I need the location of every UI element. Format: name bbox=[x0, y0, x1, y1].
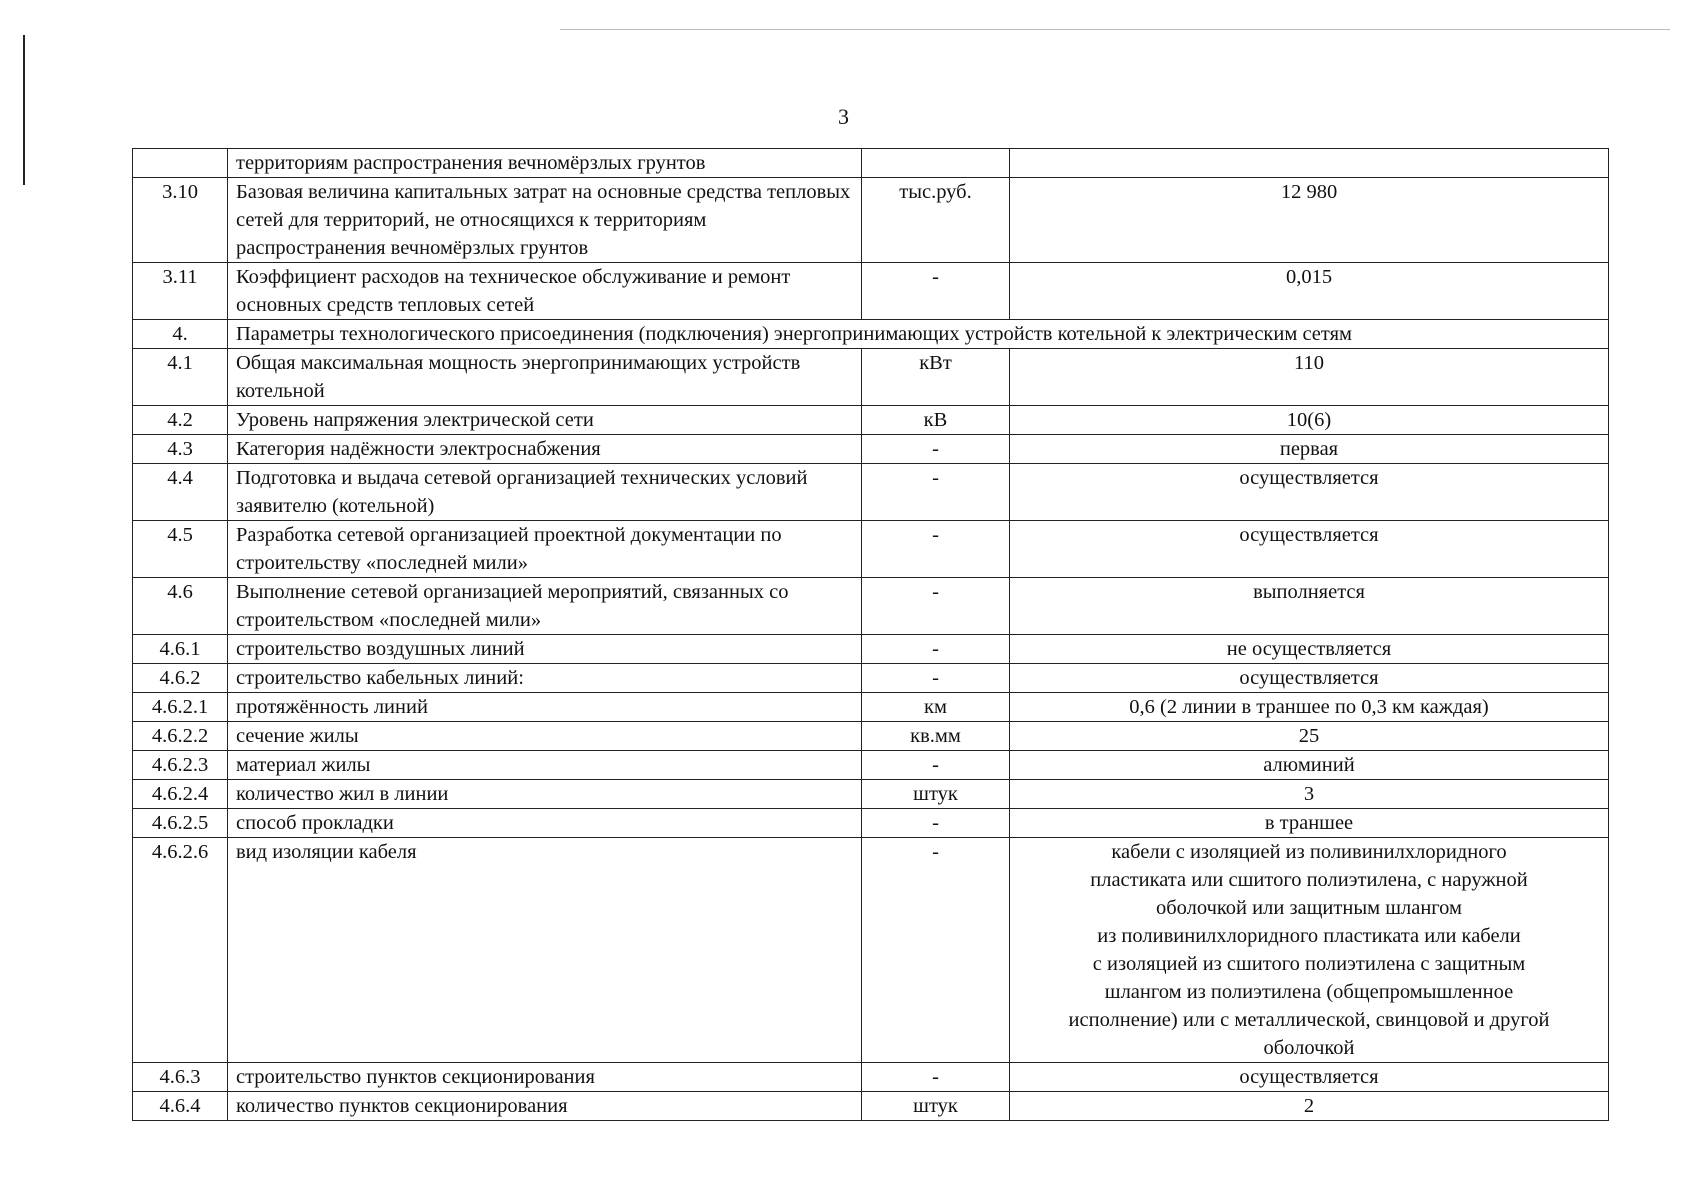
row-number: 4.6.2.4 bbox=[133, 780, 228, 809]
parameter-unit: - bbox=[862, 635, 1010, 664]
parameter-unit: кВт bbox=[862, 349, 1010, 406]
parameter-value: осуществляется bbox=[1010, 664, 1609, 693]
parameter-value: осуществляется bbox=[1010, 521, 1609, 578]
table-row bbox=[133, 722, 1609, 751]
row-number: 4.6.2.2 bbox=[133, 722, 228, 751]
parameter-unit: - bbox=[862, 1063, 1010, 1092]
parameter-value: первая bbox=[1010, 435, 1609, 464]
parameter-unit: тыс.руб. bbox=[862, 178, 1010, 263]
row-number: 4.6.1 bbox=[133, 635, 228, 664]
parameter-name: протяжённость линий bbox=[228, 693, 862, 722]
parameter-value: 0,6 (2 линии в траншее по 0,3 км каждая) bbox=[1010, 693, 1609, 722]
parameter-unit: - bbox=[862, 838, 1010, 1063]
parameter-name: Подготовка и выдача сетевой организацией технических условий заявителю (котельной) bbox=[228, 464, 862, 521]
parameter-name: строительство воздушных линий bbox=[228, 635, 862, 664]
row-number: 4.1 bbox=[133, 349, 228, 406]
table-row bbox=[133, 693, 1609, 722]
row-number: 4.2 bbox=[133, 406, 228, 435]
row-number bbox=[133, 149, 228, 178]
parameter-unit: - bbox=[862, 809, 1010, 838]
parameter-name: вид изоляции кабеля bbox=[228, 838, 862, 1063]
section-row bbox=[133, 320, 1609, 349]
parameter-unit: кВ bbox=[862, 406, 1010, 435]
row-number: 4.6.2.3 bbox=[133, 751, 228, 780]
parameter-unit: штук bbox=[862, 780, 1010, 809]
table-row bbox=[133, 263, 1609, 320]
parameter-value: не осуществляется bbox=[1010, 635, 1609, 664]
parameter-name: строительство пунктов секционирования bbox=[228, 1063, 862, 1092]
parameter-unit: - bbox=[862, 263, 1010, 320]
table-row bbox=[133, 1063, 1609, 1092]
parameter-unit: - bbox=[862, 521, 1010, 578]
table-row bbox=[133, 1092, 1609, 1121]
row-number: 4.4 bbox=[133, 464, 228, 521]
table-row bbox=[133, 149, 1609, 178]
table-row bbox=[133, 635, 1609, 664]
row-number: 4.6.4 bbox=[133, 1092, 228, 1121]
parameter-name: Выполнение сетевой организацией мероприятий, связанных со строительством «последней мили» bbox=[228, 578, 862, 635]
parameters-table bbox=[132, 148, 1609, 1121]
parameter-value: алюминий bbox=[1010, 751, 1609, 780]
parameter-value: 3 bbox=[1010, 780, 1609, 809]
parameter-name: Коэффициент расходов на техническое обслуживание и ремонт основных средств тепловых сетей bbox=[228, 263, 862, 320]
row-number: 4. bbox=[133, 320, 228, 349]
scan-top-line bbox=[560, 29, 1670, 30]
parameter-name: материал жилы bbox=[228, 751, 862, 780]
parameter-value: 10(6) bbox=[1010, 406, 1609, 435]
parameter-name: Уровень напряжения электрической сети bbox=[228, 406, 862, 435]
row-number: 4.6.2.5 bbox=[133, 809, 228, 838]
table-row bbox=[133, 664, 1609, 693]
table-row bbox=[133, 521, 1609, 578]
row-number: 4.6.2 bbox=[133, 664, 228, 693]
parameter-unit: - bbox=[862, 464, 1010, 521]
parameter-unit: кв.мм bbox=[862, 722, 1010, 751]
parameter-value: кабели с изоляцией из поливинилхлоридного пластиката или сшитого полиэтилена, с наружной оболочкой или защитным шлангом из поливинилхлоридного пластиката или кабели с изоляцией из сшитого полиэтилена с защитным шлангом из полиэтилена (общепромышленное исполнение) или с металлической, свинцовой и другой оболочкой bbox=[1010, 838, 1609, 1063]
parameter-unit: - bbox=[862, 664, 1010, 693]
parameter-name: территориям распространения вечномёрзлых грунтов bbox=[228, 149, 862, 178]
parameter-value: выполняется bbox=[1010, 578, 1609, 635]
parameter-value bbox=[1010, 149, 1609, 178]
parameter-name: способ прокладки bbox=[228, 809, 862, 838]
row-number: 4.6.2.1 bbox=[133, 693, 228, 722]
parameter-value: 25 bbox=[1010, 722, 1609, 751]
row-number: 4.3 bbox=[133, 435, 228, 464]
table-row bbox=[133, 578, 1609, 635]
table-row bbox=[133, 809, 1609, 838]
table-row bbox=[133, 780, 1609, 809]
parameter-value: 110 bbox=[1010, 349, 1609, 406]
parameter-name: количество пунктов секционирования bbox=[228, 1092, 862, 1121]
row-number: 4.6.2.6 bbox=[133, 838, 228, 1063]
parameter-unit: - bbox=[862, 435, 1010, 464]
table-row bbox=[133, 435, 1609, 464]
parameter-unit: штук bbox=[862, 1092, 1010, 1121]
parameter-name: Базовая величина капитальных затрат на основные средства тепловых сетей для территорий, не относящихся к территориям распространения вечномёрзлых грунтов bbox=[228, 178, 862, 263]
parameter-unit bbox=[862, 149, 1010, 178]
row-number: 4.5 bbox=[133, 521, 228, 578]
parameter-name: Разработка сетевой организацией проектной документации по строительству «последней мили» bbox=[228, 521, 862, 578]
table-row bbox=[133, 178, 1609, 263]
table-row bbox=[133, 838, 1609, 1063]
parameter-value: 2 bbox=[1010, 1092, 1609, 1121]
parameter-name: Общая максимальная мощность энергопринимающих устройств котельной bbox=[228, 349, 862, 406]
parameter-unit: - bbox=[862, 578, 1010, 635]
parameter-unit: - bbox=[862, 751, 1010, 780]
section-title: Параметры технологического присоединения (подключения) энергопринимающих устройств котельной к электрическим сетям bbox=[228, 320, 1609, 349]
parameter-value: 12 980 bbox=[1010, 178, 1609, 263]
parameter-name: строительство кабельных линий: bbox=[228, 664, 862, 693]
parameters-table-body bbox=[133, 149, 1609, 1121]
parameter-unit: км bbox=[862, 693, 1010, 722]
row-number: 4.6.3 bbox=[133, 1063, 228, 1092]
table-row bbox=[133, 406, 1609, 435]
table-row bbox=[133, 349, 1609, 406]
table-row bbox=[133, 464, 1609, 521]
row-number: 3.10 bbox=[133, 178, 228, 263]
parameter-value: осуществляется bbox=[1010, 464, 1609, 521]
parameter-name: Категория надёжности электроснабжения bbox=[228, 435, 862, 464]
parameter-value: в траншее bbox=[1010, 809, 1609, 838]
parameter-name: количество жил в линии bbox=[228, 780, 862, 809]
parameter-value: 0,015 bbox=[1010, 263, 1609, 320]
page-number: 3 bbox=[838, 104, 849, 129]
parameter-value: осуществляется bbox=[1010, 1063, 1609, 1092]
table-row bbox=[133, 751, 1609, 780]
row-number: 3.11 bbox=[133, 263, 228, 320]
parameter-name: сечение жилы bbox=[228, 722, 862, 751]
row-number: 4.6 bbox=[133, 578, 228, 635]
